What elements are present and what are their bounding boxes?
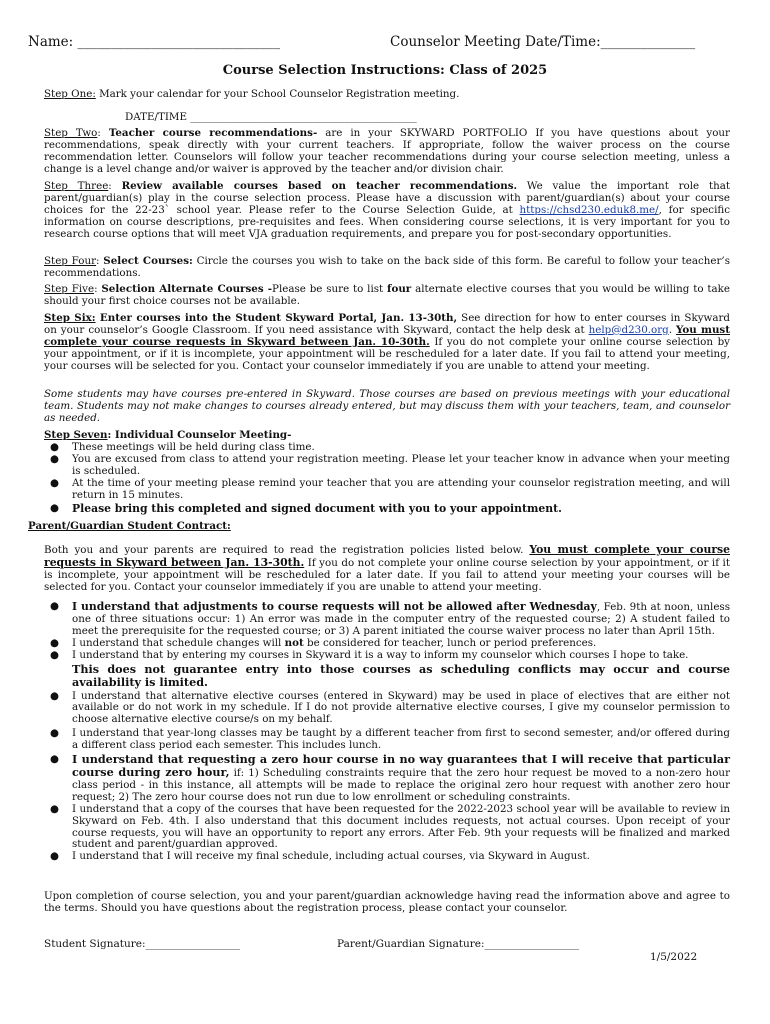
page-title: Course Selection Instructions: Class of 2025 bbox=[222, 63, 548, 78]
step-six-text-1: See direction for how to enter courses in Skyward on your counselor’s Google Classroom. If you need assistance with Skyward, contact the help desk at bbox=[44, 312, 730, 336]
list-item-text: These meetings will be held during class time. bbox=[72, 440, 315, 453]
bullet-icon: ● bbox=[50, 452, 59, 465]
document-date: 1/5/2022 bbox=[650, 951, 698, 963]
bullet-icon: ● bbox=[50, 440, 59, 453]
list-item-text: Please bring this completed and signed document with you to your appointment. bbox=[72, 502, 562, 516]
step-three-heading: Step Three bbox=[44, 180, 109, 192]
course-guide-link[interactable]: https://chsd230.eduk8.me/ bbox=[519, 203, 659, 216]
step-five-text-2: alternate elective courses that you would be willing to take should your first choice courses not be available. bbox=[44, 283, 730, 307]
closing-statement: Upon completion of course selection, you and your parent/guardian acknowledge having read the information above and agree to the terms. Should you have questions about the registration process, please contact your counselor. bbox=[44, 890, 730, 914]
term-bold: I understand that adjustments to course requests will not be allowed after Wednesday bbox=[72, 600, 597, 613]
step-one bbox=[44, 89, 730, 101]
step-three-text-2: , for specific information on course descriptions, pre-requisites and fees. When considering course selections, it is very important for you to research course options that will meet VJA graduation requirements, and prepare you for post-secondary opportunities. bbox=[44, 203, 730, 240]
step-seven bbox=[44, 430, 730, 516]
bullet-icon: ● bbox=[50, 850, 59, 863]
contract-intro-text-2: If you do not complete your online course selection by your appointment, or if it is incomplete, your appointment will be rescheduled for a later date. If you fail to attend your meeting your courses will be selected for you. Contact your counselor immediately if you are unable to attend your meeting. bbox=[44, 556, 730, 593]
list-item bbox=[44, 454, 730, 478]
step-six-text-3: If you do not complete your online course selection by your appointment, or if it is incomplete, your appointment will be rescheduled for a later date. If you fail to attend your meeting, your courses will be selected for you. Contact your counselor immediately if you are unable to attend your meeting. bbox=[44, 335, 730, 372]
term-bold: This does not guarantee entry into those courses as scheduling conflicts may occur and course availability is limited. bbox=[72, 661, 730, 689]
list-item bbox=[44, 691, 730, 727]
step-one-text: Mark your calendar for your School Counselor Registration meeting. bbox=[95, 88, 460, 100]
term-text: I understand that year-long classes may be taught by a different teacher from first to second semester, and/or offered during a different class period each semester. This includes lunch. bbox=[72, 727, 730, 752]
list-item bbox=[44, 478, 730, 502]
contract-intro bbox=[44, 544, 730, 594]
bullet-icon: ● bbox=[50, 753, 59, 766]
term-text: I understand that alternative elective courses (entered in Skyward) may be used in place of electives that are either not available or do not work in my schedule. If I do not provide alternative elective courses, I give my counselor permission to choose alternative elective course/s on my behalf. bbox=[72, 689, 730, 726]
term-text: be considered for teacher, lunch or period preferences. bbox=[303, 636, 597, 649]
step-seven-bold: : Individual Counselor Meeting- bbox=[107, 429, 292, 441]
step-four-bold: Select Courses: bbox=[103, 255, 193, 267]
step-five-heading: Step Five bbox=[44, 283, 95, 295]
bullet-icon: ● bbox=[50, 727, 59, 740]
list-item bbox=[44, 851, 730, 863]
step-three-text-1: We value the important role that parent/guardian(s) play in the course selection process. Please have a discussion with parent/guardian(s) about your course choices for the 22-23` school year. Please refer to the Course Selection Guide, at bbox=[44, 180, 731, 216]
step-four-heading: Step Four bbox=[44, 255, 97, 267]
step-six bbox=[44, 313, 730, 373]
term-text: , Feb. 9th at noon, unless one of three situations occur: 1) An error was made in the computer entry of the requested course; 2) A student failed to meet the prerequisite for the requested course; or 3) A parent initiated the course waiver process no later than April 15th. bbox=[72, 601, 730, 637]
help-desk-email-link[interactable]: help@d230.org bbox=[588, 323, 669, 336]
list-item bbox=[44, 503, 730, 516]
step-five-four: four bbox=[387, 283, 412, 295]
bullet-icon: ● bbox=[50, 648, 59, 661]
step-two-colon: : bbox=[97, 127, 109, 139]
step-four-colon: : bbox=[96, 255, 104, 267]
step-six-bold: Enter courses into the Student Skyward Portal, Jan. 13-30th, bbox=[95, 312, 458, 324]
contract-intro-text-1: Both you and your parents are required to read the registration policies listed below. bbox=[44, 544, 530, 556]
datetime-line: DATE/TIME ____________________________________________ bbox=[125, 111, 417, 123]
bullet-icon: ● bbox=[50, 636, 59, 649]
term-bold: I understand that requesting a zero hour course in no way guarantees that I will receive that particular course during zero hour, bbox=[72, 752, 730, 779]
term-bold: not bbox=[284, 636, 304, 649]
bullet-icon: ● bbox=[50, 502, 59, 515]
step-three bbox=[44, 181, 730, 241]
term-text: I understand that by entering my courses in Skyward it is a way to inform my counselor which courses I hope to take. bbox=[72, 648, 689, 661]
student-signature-field[interactable]: Student Signature:__________________ bbox=[44, 938, 240, 950]
step-five-bold: Selection Alternate Courses - bbox=[101, 283, 273, 295]
term-text: if: 1) Scheduling constraints require that the zero hour request be moved to a non-zero hour class period - in this instance, all attempts will be made to replace the original zero hour request with another zero hour request; 2) The zero hour course does not run due to low enrollment or scheduling constraints. bbox=[72, 766, 730, 803]
bullet-icon: ● bbox=[50, 476, 59, 489]
step-six-heading: Step Six: bbox=[44, 312, 96, 324]
name-field-label: Name: ______________________________ bbox=[28, 34, 280, 50]
list-item bbox=[44, 754, 730, 804]
parent-signature-field[interactable]: Parent/Guardian Signature:__________________ bbox=[337, 938, 580, 950]
step-two bbox=[44, 128, 730, 176]
list-item bbox=[44, 601, 730, 638]
contract-heading: Parent/Guardian Student Contract: bbox=[28, 520, 231, 532]
term-text: I understand that schedule changes will bbox=[72, 636, 285, 649]
step-three-colon: : bbox=[108, 180, 122, 192]
bullet-icon: ● bbox=[50, 600, 59, 612]
bullet-icon: ● bbox=[50, 802, 59, 815]
step-two-bold: Teacher course recommendations- bbox=[108, 127, 318, 139]
list-item bbox=[44, 728, 730, 752]
term-text: I understand that I will receive my final schedule, including actual courses, via Skyward in August. bbox=[72, 850, 590, 863]
term-text: I understand that a copy of the courses that have been requested for the 2022-2023 school year will be available to review in Skyward on Feb. 4th. I also understand that this document includes requests, not actual courses. Upon receipt of your course requests, you will have an opportunity to report any errors. After Feb. 9th your requests will be finalized and marked student and parent/guardian approved. bbox=[72, 802, 730, 851]
preentered-courses-note: Some students may have courses pre-entered in Skyward. Those courses are based on previous meetings with your educational team. Students may not make changes to courses already entered, but may discuss them with your teachers, team, and counselor as needed. bbox=[44, 388, 730, 424]
step-seven-heading: Step Seven bbox=[44, 429, 108, 441]
step-one-heading: Step One: bbox=[44, 88, 96, 100]
contract-list bbox=[44, 601, 730, 863]
step-seven-list bbox=[44, 442, 730, 516]
step-three-bold: Review available courses based on teacher recommendations. bbox=[121, 180, 518, 192]
step-two-text: are in your SKYWARD PORTFOLIO If you have questions about your recommendations, speak directly with your current teachers. If appropriate, follow the waiver process on the course recommendation letter. Counselors will follow your teacher recommendations during your course selection meeting, unless a change is a level change and/or waiver is approved by the teacher and/or division chair. bbox=[44, 127, 730, 175]
step-four bbox=[44, 256, 730, 280]
contract-terms bbox=[44, 601, 730, 863]
bullet-icon: ● bbox=[50, 689, 59, 702]
step-six-deadline: You must complete your course requests in Skyward between Jan. 10-30th. bbox=[44, 323, 730, 348]
counselor-meeting-label: Counselor Meeting Date/Time:______________ bbox=[390, 34, 696, 50]
step-six-period: . bbox=[668, 323, 676, 336]
list-item bbox=[44, 650, 730, 689]
step-four-text: Circle the courses you wish to take on the back side of this form. Be careful to follow your teacher’s recommendations. bbox=[44, 255, 730, 279]
step-two-heading: Step Two bbox=[44, 127, 98, 139]
contract-intro-deadline: You must complete your course requests in Skyward between Jan. 13-30th. bbox=[44, 543, 730, 569]
list-item bbox=[44, 804, 730, 852]
step-five-text-1: Please be sure to list bbox=[272, 283, 388, 295]
list-item-text: You are excused from class to attend your registration meeting. Please let your teacher know in advance when your meeting is scheduled. bbox=[72, 452, 730, 477]
step-five-colon: : bbox=[94, 283, 102, 295]
step-five bbox=[44, 284, 730, 308]
list-item-text: At the time of your meeting please remind your teacher that you are attending your counselor registration meeting, and will return in 15 minutes. bbox=[72, 476, 730, 501]
